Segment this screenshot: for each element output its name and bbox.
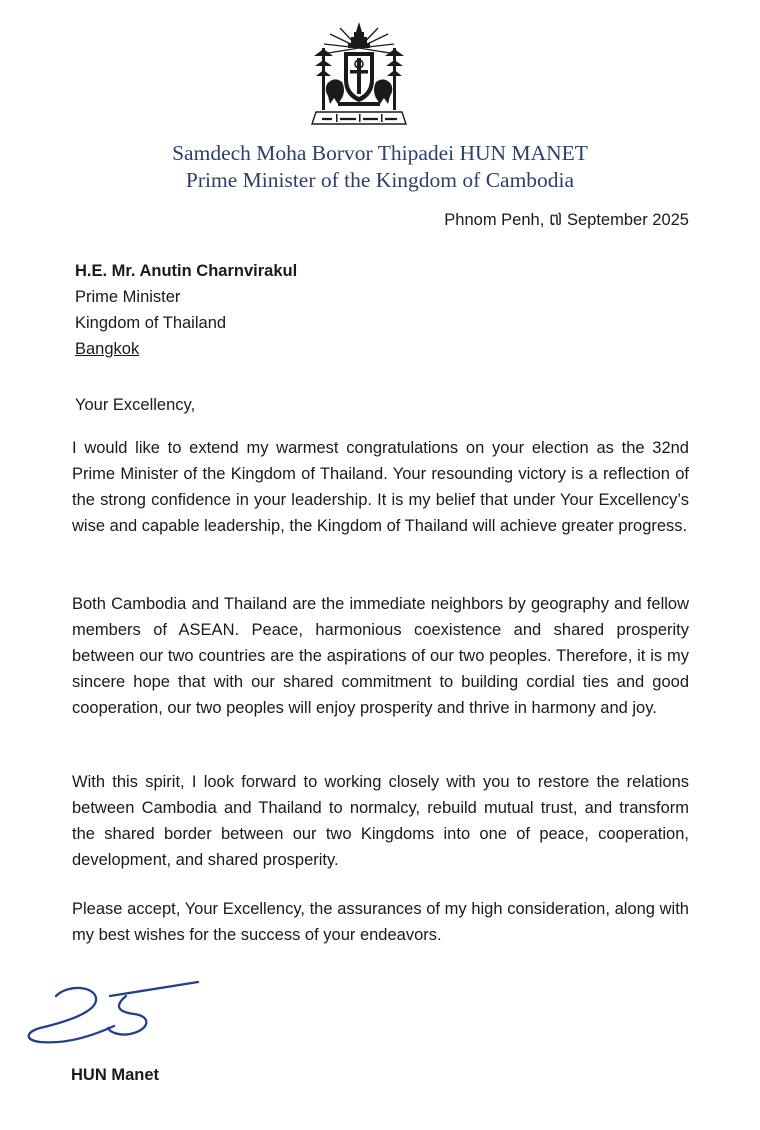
royal-arms-emblem-icon xyxy=(300,18,418,130)
recipient-city: Bangkok xyxy=(75,340,140,358)
body-paragraph-congratulations: I would like to extend my warmest congratulations on your election as the 32nd Prime Minister of the Kingdom of Thailand. Your resounding victory is a reflection of the strong confidence in your leadership. It is my belief that under Your Excellency’s wise and capable leadership, the Kingdom of Thailand will achieve greater progress. xyxy=(72,439,689,535)
letterhead-sender-title: Prime Minister of the Kingdom of Cambodia xyxy=(185,168,575,192)
body-paragraph-neighbors: Both Cambodia and Thailand are the immediate neighbors by geography and fellow members of ASEAN. Peace, harmonious coexistence and shared prosperity between our two countries are the aspirations of our two peoples. Therefore, it is my sincere hope that with our shared commitment to building cordial ties and good cooperation, our two peoples will enjoy prosperity and thrive in harmony and joy. xyxy=(72,595,689,717)
handwritten-signature-icon xyxy=(22,972,212,1047)
letterhead-sender-name: Samdech Moha Borvor Thipadei HUN MANET xyxy=(172,141,588,165)
letter-date: Phnom Penh, ៧ September 2025 xyxy=(444,211,689,229)
recipient-title: Prime Minister xyxy=(75,288,181,306)
body-paragraph-cooperation: With this spirit, I look forward to working closely with you to restore the relations between Cambodia and Thailand to normalcy, rebuild mutual trust, and transform the shared border between our two Kingdoms into one of peace, cooperation, development, and shared prosperity. xyxy=(72,773,689,869)
body-paragraph-closing: Please accept, Your Excellency, the assurances of my high consideration, along with my best wishes for the success of your endeavors. xyxy=(72,900,689,944)
signatory-name: HUN Manet xyxy=(71,1066,160,1084)
recipient-country: Kingdom of Thailand xyxy=(75,314,227,332)
recipient-name: H.E. Mr. Anutin Charnvirakul xyxy=(75,262,298,280)
salutation: Your Excellency, xyxy=(75,396,196,414)
